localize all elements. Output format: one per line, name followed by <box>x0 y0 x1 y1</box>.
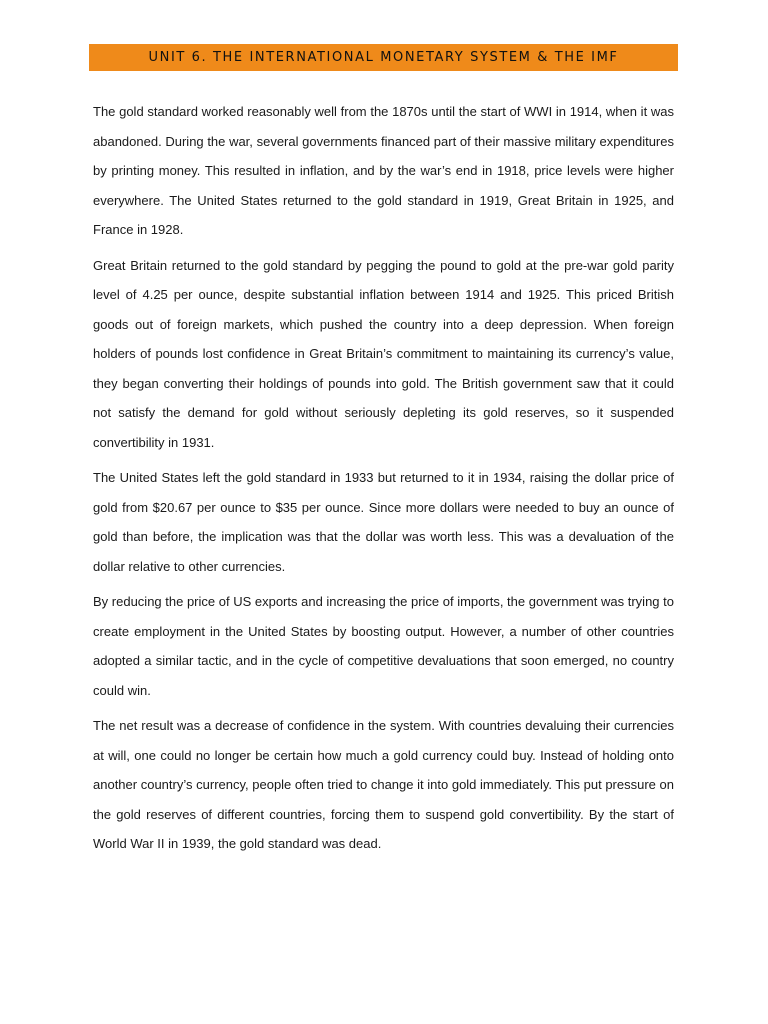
paragraph: The gold standard worked reasonably well from the 1870s until the start of WWI in 1914, when it was abandoned. During the war, several governments financed part of their massive military expenditures by printing money. This resulted in inflation, and by the war’s end in 1918, price levels were higher everywhere. The United States returned to the gold standard in 1919, Great Britain in 1925, and France in 1928. <box>93 104 674 237</box>
unit-title-banner <box>89 44 678 71</box>
paragraph: The United States left the gold standard in 1933 but returned to it in 1934, raising the dollar price of gold from $20.67 per ounce to $35 per ounce. Since more dollars were needed to buy an ounce of gold than before, the implication was that the dollar was worth less. This was a devaluation of the dollar relative to other currencies. <box>93 470 674 574</box>
paragraph: By reducing the price of US exports and increasing the price of imports, the government was trying to create employment in the United States by boosting output. However, a number of other countries adopted a similar tactic, and in the cycle of competitive devaluations that soon emerged, no country could win. <box>93 594 674 698</box>
unit-title: UNIT 6. THE INTERNATIONAL MONETARY SYSTEM & THE IMF <box>148 50 619 65</box>
paragraph: Great Britain returned to the gold standard by pegging the pound to gold at the pre-war gold parity level of 4.25 per ounce, despite substantial inflation between 1914 and 1925. This priced British goods out of foreign markets, which pushed the country into a deep depression. When foreign holders of pounds lost confidence in Great Britain’s commitment to maintaining its currency’s value, they began converting their holdings of pounds into gold. The British government saw that it could not satisfy the demand for gold without seriously depleting its gold reserves, so it suspended convertibility in 1931. <box>93 257 674 450</box>
body-text <box>93 97 674 865</box>
paragraph: The net result was a decrease of confidence in the system. With countries devaluing their currencies at will, one could no longer be certain how much a gold currency could buy. Instead of holding onto another country’s currency, people often tried to change it into gold immediately. This put pressure on the gold reserves of different countries, forcing them to suspend gold convertibility. By the start of World War II in 1939, the gold standard was dead. <box>93 718 674 851</box>
